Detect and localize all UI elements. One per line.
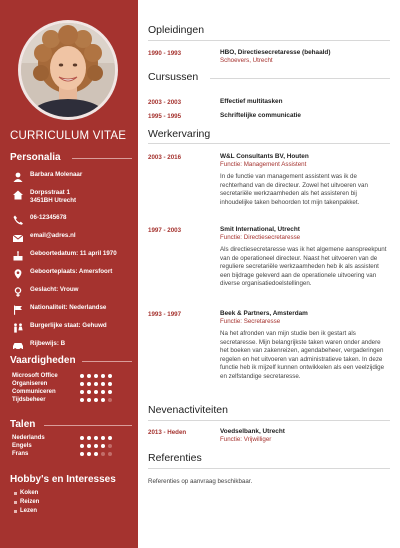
rating-dot bbox=[101, 436, 105, 440]
personal-info-birthdate bbox=[12, 250, 136, 261]
personal-info-nationality bbox=[12, 304, 136, 315]
courses-divider bbox=[210, 78, 390, 79]
rating-dot bbox=[101, 390, 105, 394]
side-activities-divider bbox=[148, 420, 390, 421]
hobbies-heading: Hobby's en Interesses bbox=[10, 474, 116, 485]
personal-info-name-value: Barbara Molenaar bbox=[30, 171, 83, 178]
rating-dot bbox=[87, 452, 91, 456]
course-entry bbox=[220, 112, 388, 120]
experience-role: Functie: Directiesecretaresse bbox=[220, 234, 301, 241]
hobby-item bbox=[14, 499, 39, 505]
experience-company: Smit International, Utrecht bbox=[220, 226, 300, 233]
experience-description: In de functie van management assistent was ik de rechterhand van de directeur. Zowel het uitvoeren van secretariële werkzaamheden als het assisteren bij inhoudelijke taken behoorden tot mijn takenpakket. bbox=[220, 173, 368, 206]
flag-icon bbox=[12, 305, 24, 315]
rating-dot bbox=[87, 374, 91, 378]
rating-dot bbox=[94, 444, 98, 448]
personal-info-phone bbox=[12, 214, 136, 225]
personal-info-city: 3451BH Utrecht bbox=[30, 197, 77, 204]
skills-heading: Vaardigheden bbox=[10, 355, 76, 366]
personal-info-name bbox=[12, 171, 136, 182]
skill-row bbox=[12, 388, 136, 396]
skill-rating bbox=[80, 390, 112, 394]
personal-info-marital-status bbox=[12, 322, 136, 333]
rating-dot bbox=[80, 374, 84, 378]
experience-entry bbox=[220, 226, 388, 289]
languages-heading: Talen bbox=[10, 419, 36, 430]
language-name: Engels bbox=[12, 443, 32, 449]
language-rating bbox=[80, 436, 112, 440]
rating-dot bbox=[87, 444, 91, 448]
rating-dot bbox=[80, 444, 84, 448]
skill-row bbox=[12, 372, 136, 380]
skill-rating bbox=[80, 398, 112, 402]
language-rating bbox=[80, 452, 112, 456]
rating-dot bbox=[108, 382, 112, 386]
language-name: Nederlands bbox=[12, 435, 45, 441]
language-row bbox=[12, 450, 136, 458]
mail-icon bbox=[12, 233, 24, 243]
personalia-heading: Personalia bbox=[10, 152, 61, 163]
personal-info-address bbox=[12, 189, 136, 205]
hobby-name: Koken bbox=[20, 490, 39, 496]
rating-dot bbox=[94, 382, 98, 386]
experience-divider bbox=[148, 143, 390, 144]
education-title: HBO, Directiesecretaresse (behaald) bbox=[220, 49, 331, 56]
rating-dot bbox=[108, 436, 112, 440]
rating-dot bbox=[108, 452, 112, 456]
bullet-icon bbox=[14, 510, 17, 513]
experience-heading: Werkervaring bbox=[148, 128, 211, 140]
rating-dot bbox=[101, 444, 105, 448]
hobby-item bbox=[14, 508, 37, 514]
skill-row bbox=[12, 396, 136, 404]
experience-company: W&L Consultants BV, Houten bbox=[220, 153, 309, 160]
couple-icon bbox=[12, 323, 24, 333]
personal-info-birthdate-value: Geboortedatum: 11 april 1970 bbox=[30, 250, 117, 257]
experience-date: 2003 - 2016 bbox=[148, 154, 182, 161]
rating-dot bbox=[80, 398, 84, 402]
phone-icon bbox=[12, 215, 24, 225]
hobby-name: Lezen bbox=[20, 508, 38, 514]
rating-dot bbox=[108, 390, 112, 394]
cv-title: CURRICULUM VITAE bbox=[10, 130, 127, 142]
education-date: 1990 - 1993 bbox=[148, 50, 182, 57]
profile-photo bbox=[21, 23, 115, 117]
skill-name: Organiseren bbox=[12, 381, 48, 387]
skill-name: Tijdsbeheer bbox=[12, 397, 46, 403]
personal-info-gender bbox=[12, 286, 136, 297]
experience-entry bbox=[220, 153, 388, 207]
rating-dot bbox=[80, 382, 84, 386]
skill-row bbox=[12, 380, 136, 388]
personalia-divider bbox=[72, 158, 132, 159]
location-pin-icon bbox=[12, 269, 24, 279]
references-heading: Referenties bbox=[148, 452, 202, 464]
personal-info-nationality-value: Nationaliteit: Nederlandse bbox=[30, 304, 107, 311]
rating-dot bbox=[101, 382, 105, 386]
course-title: Schriftelijke communicatie bbox=[220, 112, 301, 119]
rating-dot bbox=[80, 452, 84, 456]
personal-info-email bbox=[12, 232, 136, 243]
language-name: Frans bbox=[12, 451, 29, 457]
hobby-item bbox=[14, 490, 38, 496]
personal-info-license-value: Rijbewijs: B bbox=[30, 340, 66, 347]
personal-info-phone-value: 06-12345678 bbox=[30, 214, 67, 221]
side-activity-role: Functie: Vrijwilliger bbox=[220, 436, 272, 443]
personal-info-gender-value: Geslacht: Vrouw bbox=[30, 286, 79, 293]
home-icon bbox=[12, 190, 24, 200]
cake-icon bbox=[12, 251, 24, 261]
side-activity-entry bbox=[220, 428, 388, 444]
skills-divider bbox=[82, 361, 132, 362]
personal-info-license bbox=[12, 340, 136, 351]
language-row bbox=[12, 442, 136, 450]
personal-info-birthplace-value: Geboorteplaats: Amersfoort bbox=[30, 268, 113, 275]
main-content bbox=[138, 0, 400, 548]
language-rating bbox=[80, 444, 112, 448]
rating-dot bbox=[101, 374, 105, 378]
experience-date: 1993 - 1997 bbox=[148, 311, 182, 318]
personal-info-street: Dorpsstraat 1 bbox=[30, 189, 70, 196]
experience-description: Na het afronden van mijn studie ben ik gestart als secretaresse. Mijn belangrijkste taken waren onder andere het boeken van zakenreizen, agendabeheer, vergaderingen regelen en het uitvoeren van administratieve taken. In deze functie heb ik mijzelf kunnen ontwikkelen als een veelzijdige en zelfstandige secretaresse. bbox=[220, 330, 385, 380]
profile-photo-frame bbox=[18, 20, 118, 120]
rating-dot bbox=[80, 390, 84, 394]
rating-dot bbox=[108, 398, 112, 402]
courses-heading: Cursussen bbox=[148, 71, 199, 83]
experience-role: Functie: Secretaresse bbox=[220, 318, 281, 325]
rating-dot bbox=[94, 374, 98, 378]
rating-dot bbox=[94, 398, 98, 402]
rating-dot bbox=[87, 436, 91, 440]
experience-description: Als directiesecretaresse was ik het algemene aanspreekpunt van de operationeel directeur. Naast het uitvoeren van de reguliere secretariële werkzaamheden heb ik als assistent een bijdrage geleverd aan de operationele uitvoering van diverse organisatiedoelstellingen. bbox=[220, 246, 387, 288]
bullet-icon bbox=[14, 501, 17, 504]
rating-dot bbox=[94, 390, 98, 394]
rating-dot bbox=[108, 444, 112, 448]
side-activity-date: 2013 - Heden bbox=[148, 429, 187, 436]
rating-dot bbox=[87, 390, 91, 394]
rating-dot bbox=[101, 452, 105, 456]
rating-dot bbox=[87, 398, 91, 402]
bullet-icon bbox=[14, 492, 17, 495]
hobby-name: Reizen bbox=[20, 499, 40, 505]
skill-rating bbox=[80, 382, 112, 386]
education-divider bbox=[148, 40, 390, 41]
person-icon bbox=[12, 172, 24, 182]
education-school: Schoevers, Utrecht bbox=[220, 57, 273, 64]
personal-info-marital-status-value: Burgerlijke staat: Gehuwd bbox=[30, 322, 107, 329]
references-divider bbox=[148, 468, 390, 469]
course-title: Effectief multitasken bbox=[220, 98, 283, 105]
experience-company: Beek & Partners, Amsterdam bbox=[220, 310, 308, 317]
side-activities-heading: Nevenactiviteiten bbox=[148, 404, 228, 416]
experience-date: 1997 - 2003 bbox=[148, 227, 182, 234]
skill-name: Microsoft Office bbox=[12, 373, 58, 379]
rating-dot bbox=[101, 398, 105, 402]
experience-entry bbox=[220, 310, 388, 382]
education-entry bbox=[220, 49, 388, 65]
personal-info-birthplace bbox=[12, 268, 136, 279]
experience-role: Functie: Management Assistent bbox=[220, 161, 307, 168]
personal-info-email-value: email@adres.nl bbox=[30, 232, 76, 239]
female-symbol-icon bbox=[12, 287, 24, 297]
rating-dot bbox=[87, 382, 91, 386]
languages-divider bbox=[44, 425, 132, 426]
language-row bbox=[12, 434, 136, 442]
sidebar bbox=[0, 0, 138, 548]
course-date: 2003 - 2003 bbox=[148, 99, 182, 106]
references-text: Referenties op aanvraag beschikbaar. bbox=[148, 478, 253, 485]
rating-dot bbox=[94, 436, 98, 440]
rating-dot bbox=[94, 452, 98, 456]
skill-name: Communiceren bbox=[12, 389, 56, 395]
rating-dot bbox=[80, 436, 84, 440]
course-entry bbox=[220, 98, 388, 106]
rating-dot bbox=[108, 374, 112, 378]
car-icon bbox=[12, 341, 24, 351]
side-activity-title: Voedselbank, Utrecht bbox=[220, 428, 285, 435]
course-date: 1995 - 1995 bbox=[148, 113, 182, 120]
education-heading: Opleidingen bbox=[148, 24, 205, 36]
skill-rating bbox=[80, 374, 112, 378]
